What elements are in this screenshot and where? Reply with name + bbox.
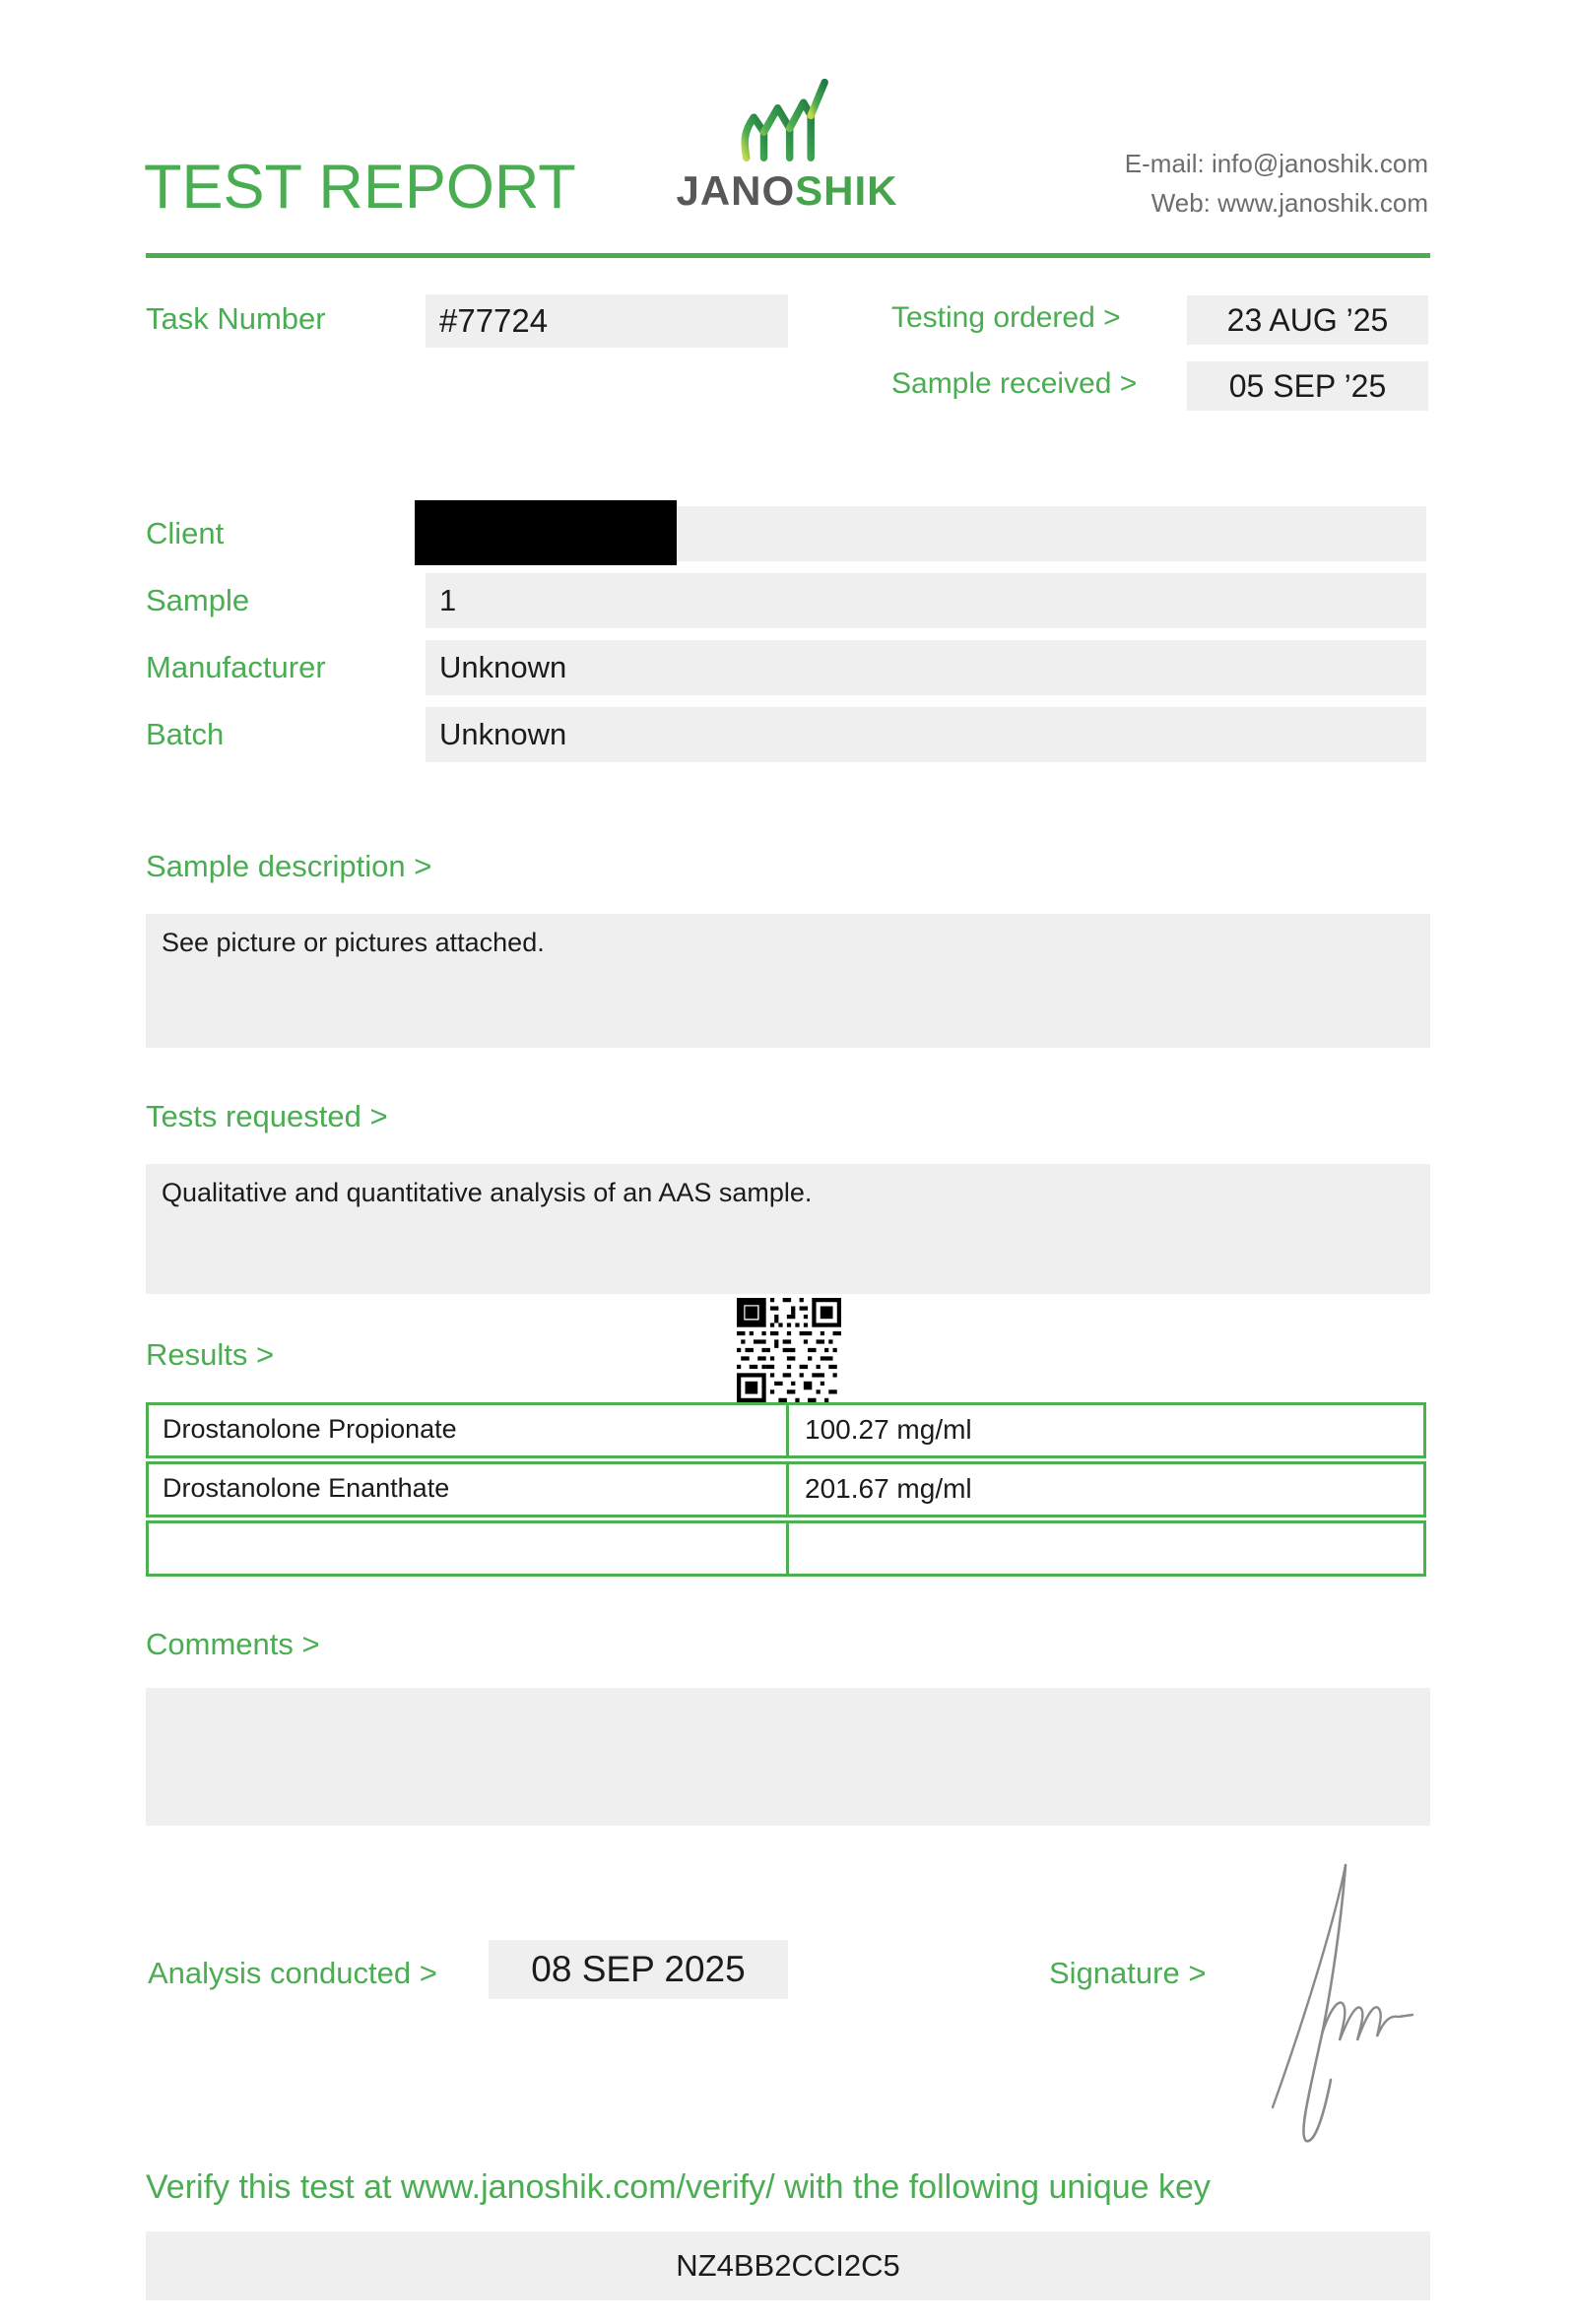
client-label: Client [146,516,225,550]
contact-block [1125,144,1428,223]
manufacturer-label: Manufacturer [146,650,326,684]
page-title: TEST REPORT [144,153,576,222]
contact-web-value: www.janoshik.com [1217,188,1428,218]
client-redaction-box [415,500,677,565]
brand-name-shik: SHIK [795,167,898,214]
comments-box [146,1688,1430,1826]
task-number-label: Task Number [146,301,326,336]
analysis-conducted-label: Analysis conducted > [148,1956,437,1990]
contact-web-label: Web: [1150,188,1211,218]
sample-received-label: Sample received > [891,367,1138,400]
testing-ordered-label: Testing ordered > [891,301,1121,334]
signature-label: Signature > [1049,1956,1207,1990]
amount-cell: 100.27 mg/ml [805,1414,972,1445]
brand-name-jano: JANO [676,167,796,214]
table-row [146,1520,1426,1577]
unique-key-bar [146,2231,1430,2300]
batch-value: Unknown [426,707,1426,762]
substance-cell [149,1523,789,1574]
testing-ordered-value: 23 AUG ’25 [1187,295,1428,345]
sample-description-text: See picture or pictures attached. [162,928,545,957]
sample-description-heading: Sample description > [146,849,432,883]
header-divider [146,253,1430,258]
results-table [146,1402,1426,1580]
table-row [146,1461,1426,1517]
signature-image [1259,1849,1420,2145]
tests-requested-heading: Tests requested > [146,1099,388,1133]
table-row [146,1402,1426,1458]
amount-cell [789,1523,1423,1574]
sample-value: 1 [426,573,1426,628]
amount-cell: 201.67 mg/ml [805,1473,972,1504]
qr-code-icon [737,1298,841,1402]
tests-requested-box [146,1164,1430,1294]
contact-email-label: E-mail: [1124,149,1205,178]
sample-received-value: 05 SEP ’25 [1187,361,1428,411]
chart-logo-icon [739,77,831,161]
batch-label: Batch [146,717,225,751]
analysis-date-value: 08 SEP 2025 [489,1940,788,1999]
contact-email-line [1125,144,1428,183]
sample-description-box [146,914,1430,1048]
unique-key-value: NZ4BB2CCI2C5 [676,2248,900,2283]
verify-text: Verify this test at www.janoshik.com/verify/ with the following unique key [146,2168,1211,2206]
results-heading: Results > [146,1337,275,1372]
manufacturer-value: Unknown [426,640,1426,695]
substance-cell: Drostanolone Enanthate [149,1464,789,1515]
comments-heading: Comments > [146,1627,320,1661]
brand-name [676,167,898,215]
contact-web-line [1125,183,1428,223]
substance-cell: Drostanolone Propionate [149,1405,789,1455]
task-number-value: #77724 [426,294,788,348]
contact-email-value: info@janoshik.com [1211,149,1428,178]
sample-label: Sample [146,583,250,617]
tests-requested-text: Qualitative and quantitative analysis of an AAS sample. [162,1178,813,1207]
